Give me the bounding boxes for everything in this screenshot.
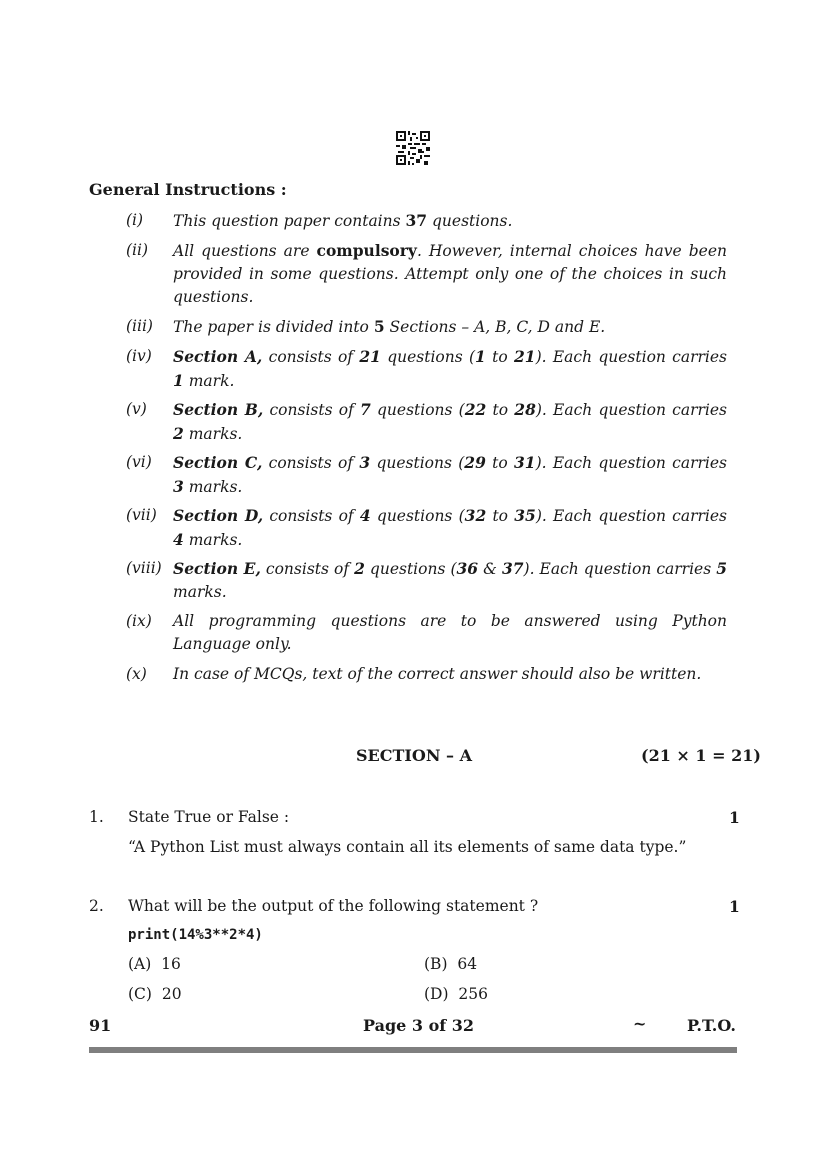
instruction-text: In case of MCQs, text of the correct answer should also be written. bbox=[173, 665, 702, 683]
question-statement: “A Python List must always contain all its elements of same data type.” bbox=[128, 838, 687, 856]
paper-code: 91 bbox=[89, 1016, 112, 1035]
instruction-text: This question paper contains 37 questions. bbox=[173, 211, 513, 230]
footer-tilde: ~ bbox=[633, 1014, 647, 1033]
qr-code-icon bbox=[396, 131, 430, 165]
page-number: Page 3 of 32 bbox=[363, 1016, 474, 1035]
option-text: 256 bbox=[458, 985, 488, 1003]
question-marks: 1 bbox=[729, 897, 740, 916]
question-marks: 1 bbox=[729, 808, 740, 827]
question-number: 2. bbox=[89, 897, 104, 915]
option-a bbox=[128, 955, 181, 973]
instruction-number: (x) bbox=[126, 665, 147, 683]
instruction-number: (viii) bbox=[126, 559, 162, 577]
instruction-number: (vii) bbox=[126, 506, 157, 524]
instruction-number: (i) bbox=[126, 211, 144, 229]
footer-rule bbox=[89, 1047, 737, 1053]
section-title: SECTION – A bbox=[356, 746, 472, 765]
pto-label: P.T.O. bbox=[687, 1016, 736, 1035]
instruction-text: All questions are compulsory. However, internal choices have been provided in some questions. Attempt only one of the choices in such questions. bbox=[173, 241, 728, 306]
option-label: (C) bbox=[128, 985, 152, 1003]
option-text: 16 bbox=[161, 955, 181, 973]
question-text: State True or False : bbox=[128, 808, 290, 826]
question-text: What will be the output of the following statement ? bbox=[128, 897, 539, 915]
instruction-text: The paper is divided into 5 Sections – A, B, C, D and E. bbox=[173, 317, 606, 336]
option-label: (A) bbox=[128, 955, 152, 973]
instruction-text: Section B, consists of 7 questions (22 to 28). Each question carries 2 marks. bbox=[173, 400, 727, 443]
option-text: 64 bbox=[457, 955, 478, 973]
option-label: (D) bbox=[424, 985, 449, 1003]
instruction-number: (iii) bbox=[126, 317, 153, 335]
option-c bbox=[128, 985, 182, 1003]
instruction-number: (ii) bbox=[126, 241, 149, 259]
instruction-text: Section E, consists of 2 questions (36 & 37). Each question carries 5 marks. bbox=[173, 559, 728, 601]
instructions-title: General Instructions : bbox=[89, 180, 287, 199]
instruction-text: Section A, consists of 21 questions (1 to 21). Each question carries 1 mark. bbox=[173, 347, 728, 390]
section-marks: (21 × 1 = 21) bbox=[641, 746, 761, 765]
instruction-number: (vi) bbox=[126, 453, 152, 471]
instruction-number: (v) bbox=[126, 400, 147, 418]
instruction-number: (ix) bbox=[126, 612, 152, 630]
instruction-number: (iv) bbox=[126, 347, 152, 365]
option-label: (B) bbox=[424, 955, 448, 973]
instruction-text: Section C, consists of 3 questions (29 to 31). Each question carries 3 marks. bbox=[173, 453, 727, 496]
instruction-text: Section D, consists of 4 questions (32 to 35). Each question carries 4 marks. bbox=[173, 506, 728, 549]
code-snippet: print(14%3**2*4) bbox=[128, 927, 263, 943]
question-number: 1. bbox=[89, 808, 104, 826]
option-text: 20 bbox=[161, 985, 182, 1003]
option-b bbox=[424, 955, 477, 973]
option-d bbox=[424, 985, 488, 1003]
instruction-text: All programming questions are to be answered using Python Language only. bbox=[173, 612, 727, 653]
